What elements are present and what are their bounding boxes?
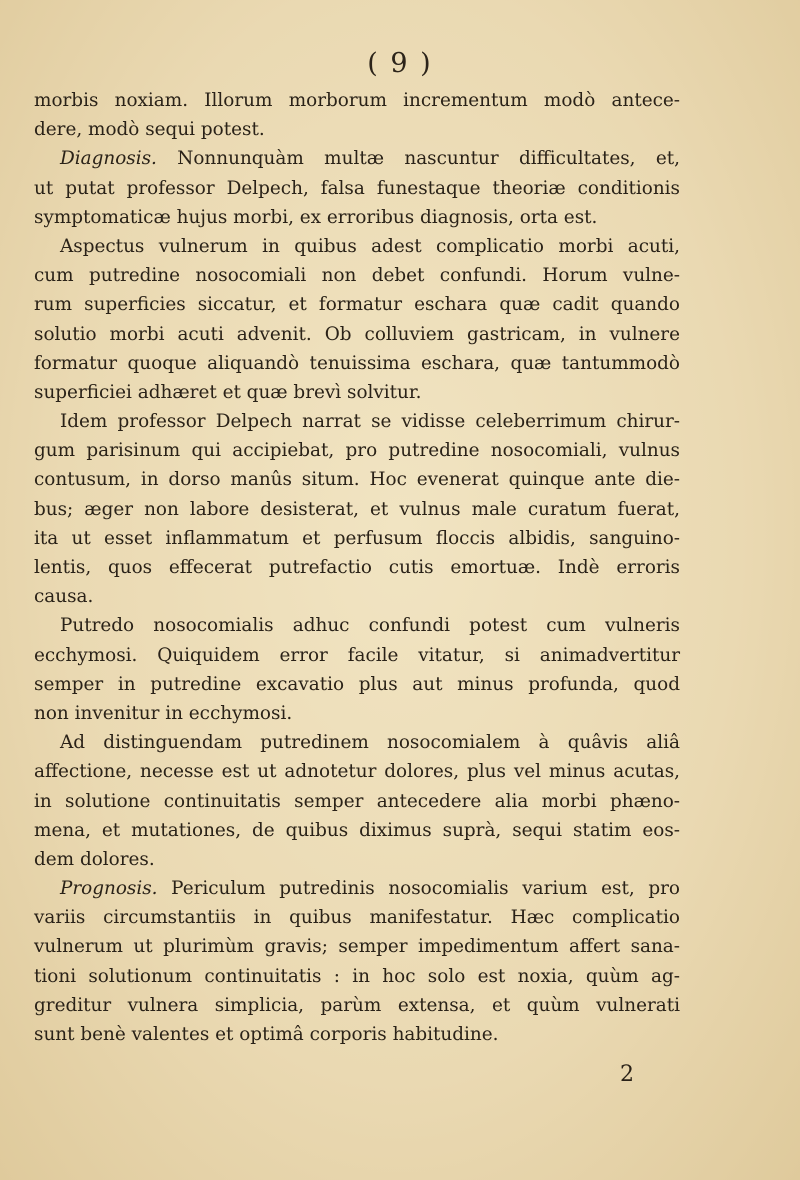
line-text: dere, modò sequi potest. <box>34 119 265 141</box>
line-text: Ad distinguendam putredinem nosocomialem à quâvis aliâ <box>60 732 680 754</box>
line-text: sunt benè valentes et optimâ corporis habitudine. <box>34 1024 499 1045</box>
text-line <box>34 728 680 757</box>
text-line <box>34 465 680 494</box>
section-heading: Diagnosis. <box>60 148 157 170</box>
line-text: variis circumstantiis in quibus manifestatur. Hæc complicatio <box>34 907 680 929</box>
line-text: symptomaticæ hujus morbi, ex erroribus diagnosis, orta est. <box>34 206 598 228</box>
text-line <box>34 670 680 699</box>
text-line <box>34 903 680 932</box>
text-line <box>34 611 680 640</box>
line-text: non invenitur in ecchymosi. <box>34 702 293 724</box>
line-text: Putredo nosocomialis adhuc confundi potest cum vulneris <box>60 615 680 637</box>
text-line <box>34 349 680 378</box>
line-text: in solutione continuitatis semper antecedere alia morbi phæno- <box>34 790 680 812</box>
line-text: lentis, quos effecerat putrefactio cutis emortuæ. Indè erroris <box>34 557 680 578</box>
text-line <box>34 115 680 144</box>
line-text: causa. <box>34 586 94 608</box>
text-line <box>34 524 680 553</box>
line-text: bus; æger non labore desisterat, et vulnus male curatum fuerat, <box>34 498 680 520</box>
line-text: Nonnunquàm multæ nascuntur difficultates, et, <box>156 148 680 170</box>
text-line <box>34 320 680 349</box>
line-text: contusum, in dorso manûs situm. Hoc evenerat quinque ante die- <box>34 469 680 491</box>
line-text: mena, et mutationes, de quibus diximus suprà, sequi statim eos- <box>34 819 680 841</box>
line-text: Aspectus vulnerum in quibus adest complicatio morbi acuti, <box>60 235 680 257</box>
line-text: ita ut esset inflammatum et perfusum floccis albidis, sanguino- <box>34 527 680 549</box>
text-line <box>34 1020 680 1049</box>
line-text: rum superficies siccatur, et formatur eschara quæ cadit quando <box>34 294 680 316</box>
text-line <box>34 290 680 319</box>
line-text: dem dolores. <box>34 848 155 870</box>
text-line <box>34 991 680 1020</box>
text-line <box>34 407 680 436</box>
text-line <box>34 641 680 670</box>
text-line <box>34 378 680 407</box>
text-line <box>34 86 680 115</box>
line-text: gum parisinum qui accipiebat, pro putredine nosocomiali, vulnus <box>34 440 680 462</box>
text-line <box>34 699 680 728</box>
text-line <box>34 962 680 991</box>
signature-mark: 2 <box>620 1062 634 1087</box>
line-text: vulnerum ut plurimùm gravis; semper impedimentum affert sana- <box>34 936 680 958</box>
text-line <box>34 932 680 961</box>
text-line <box>34 174 680 203</box>
text-line <box>34 232 680 261</box>
text-line <box>34 582 680 611</box>
line-text: formatur quoque aliquandò tenuissima eschara, quæ tantummodò <box>34 352 680 374</box>
line-text: semper in putredine excavatio plus aut minus profunda, quod <box>34 673 680 695</box>
line-text: superficiei adhæret et quæ brevì solvitur. <box>34 381 422 403</box>
line-text: tioni solutionum continuitatis : in hoc solo est noxia, quùm ag- <box>34 965 680 987</box>
text-line <box>34 553 680 582</box>
text-line <box>34 787 680 816</box>
text-line <box>34 203 680 232</box>
text-line <box>34 144 680 173</box>
text-line <box>34 816 680 845</box>
line-text: Idem professor Delpech narrat se vidisse celeberrimum chirur- <box>60 411 680 433</box>
line-text: greditur vulnera simplicia, parùm extensa, et quùm vulnerati <box>34 994 680 1016</box>
line-text: Periculum putredinis nosocomialis varium est, pro <box>157 878 680 900</box>
text-line <box>34 436 680 465</box>
line-text: cum putredine nosocomiali non debet confundi. Horum vulne- <box>34 265 680 287</box>
section-heading: Prognosis. <box>60 878 158 900</box>
text-line <box>34 874 680 903</box>
line-text: ecchymosi. Quiquidem error facile vitatur, si animadvertitur <box>34 644 680 666</box>
text-line <box>34 757 680 786</box>
text-line <box>34 261 680 290</box>
body-text <box>34 86 680 1049</box>
page-number: ( 9 ) <box>367 48 433 79</box>
line-text: affectione, necesse est ut adnotetur dolores, plus vel minus acutas, <box>34 761 680 783</box>
line-text: morbis noxiam. Illorum morborum incrementum modò antece- <box>34 90 680 111</box>
text-line <box>34 495 680 524</box>
text-line <box>34 845 680 874</box>
line-text: solutio morbi acuti advenit. Ob colluviem gastricam, in vulnere <box>34 323 680 345</box>
line-text: ut putat professor Delpech, falsa funestaque theoriæ conditionis <box>34 177 680 199</box>
